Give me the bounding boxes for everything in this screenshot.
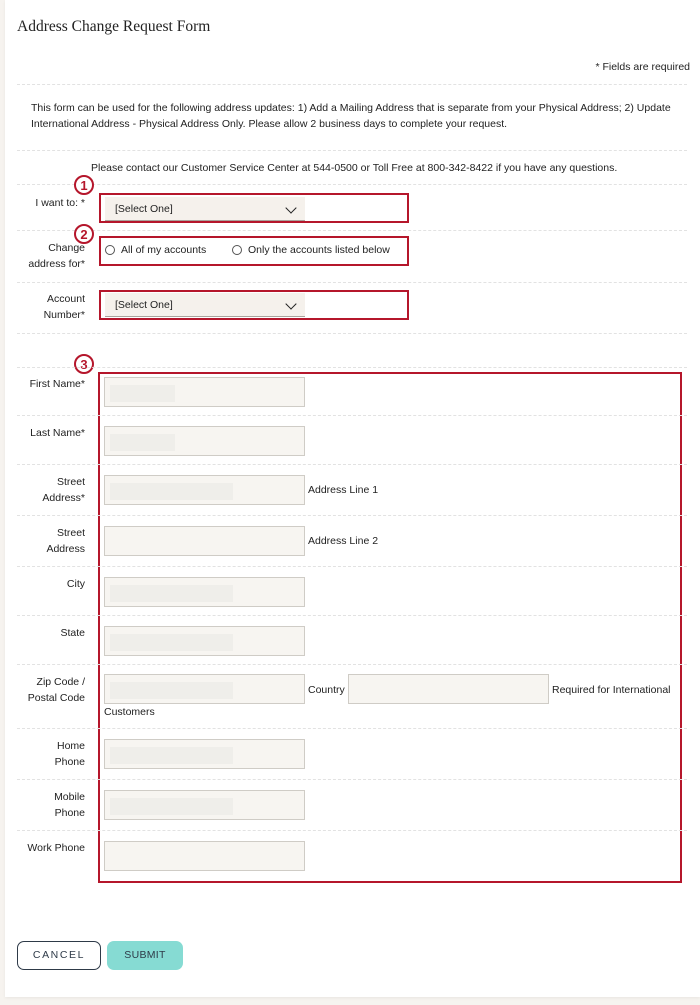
mobile-phone-label [10, 790, 85, 821]
work-phone-label: Work Phone [27, 842, 85, 854]
label-line: Phone [54, 755, 85, 768]
input-value-placeholder [110, 483, 233, 500]
country-input[interactable] [348, 674, 549, 704]
required-international-note-wrap: Customers [104, 706, 155, 718]
label-line: Mobile [54, 791, 85, 803]
intro-text: This form can be used for the following address updates: 1) Add a Mailing Address that is separate from your Physical Address; 2) Update International Address - Physical Address Only. Please allow 2 business days to complete your request. [31, 102, 671, 130]
city-label: City [66, 578, 85, 590]
state-label: State [60, 627, 85, 639]
address-line-1-note: Address Line 1 [308, 484, 379, 496]
chevron-down-icon [285, 202, 296, 213]
account-number-select[interactable] [105, 293, 305, 317]
work-phone-input[interactable] [104, 841, 305, 871]
radio-label: Only the accounts listed below [248, 244, 390, 256]
label-line: address for* [28, 257, 85, 270]
divider [17, 84, 687, 85]
submit-button[interactable]: SUBMIT [107, 941, 183, 970]
home-phone-label [10, 739, 85, 770]
label-line: Number* [43, 308, 85, 321]
input-value-placeholder [110, 385, 175, 402]
marker-1: 1 [74, 175, 94, 195]
divider [17, 367, 687, 368]
input-value-placeholder [110, 747, 233, 764]
radio-all-accounts[interactable] [105, 244, 206, 256]
city-input[interactable] [104, 577, 305, 607]
last-name-input[interactable] [104, 426, 305, 456]
first-name-label: First Name* [29, 378, 85, 390]
radio-listed-accounts[interactable] [232, 244, 390, 256]
street-address-1-input[interactable] [104, 475, 305, 505]
required-international-note: Required for International [552, 684, 671, 696]
divider [17, 184, 687, 185]
chevron-down-icon [285, 298, 296, 309]
marker-3: 3 [74, 354, 94, 374]
marker-2: 2 [74, 224, 94, 244]
street-address-1-label [10, 475, 85, 506]
zip-code-label [10, 675, 85, 706]
mobile-phone-input[interactable] [104, 790, 305, 820]
divider [17, 282, 687, 283]
account-number-value: [Select One] [115, 299, 173, 311]
i-want-to-value: [Select One] [115, 203, 173, 215]
divider [17, 779, 687, 780]
cancel-button[interactable]: CANCEL [17, 941, 101, 970]
label-line: Change [48, 242, 85, 254]
input-value-placeholder [110, 634, 233, 651]
label-line: Street [56, 527, 85, 539]
divider [17, 830, 687, 831]
state-input[interactable] [104, 626, 305, 656]
last-name-label: Last Name* [30, 427, 85, 439]
i-want-to-label: I want to: * [35, 197, 85, 209]
country-label: Country [308, 684, 345, 696]
radio-circle-icon [105, 245, 115, 255]
street-address-2-label [10, 526, 85, 557]
input-value-placeholder [110, 585, 233, 602]
divider [17, 566, 687, 567]
input-value-placeholder [110, 434, 175, 451]
divider [17, 230, 687, 231]
divider [17, 615, 687, 616]
label-line: Phone [54, 806, 85, 819]
contact-text: Please contact our Customer Service Center at 544-0500 or Toll Free at 800-342-8422 if you have any questions. [91, 162, 618, 174]
i-want-to-select[interactable] [105, 197, 305, 221]
label-line: Account [47, 293, 85, 305]
label-line: Home [56, 740, 85, 752]
divider [17, 464, 687, 465]
home-phone-input[interactable] [104, 739, 305, 769]
first-name-input[interactable] [104, 377, 305, 407]
divider [17, 150, 687, 151]
divider [17, 333, 687, 334]
page-title: Address Change Request Form [17, 18, 211, 35]
divider [17, 664, 687, 665]
street-address-2-input[interactable] [104, 526, 305, 556]
divider [17, 515, 687, 516]
zip-code-input[interactable] [104, 674, 305, 704]
label-line: Street [56, 476, 85, 488]
label-line: Address [46, 542, 85, 555]
radio-circle-icon [232, 245, 242, 255]
radio-label: All of my accounts [121, 244, 207, 256]
form-page [5, 0, 700, 997]
input-value-placeholder [110, 798, 233, 815]
divider [17, 728, 687, 729]
label-line: Zip Code / [36, 676, 85, 688]
account-number-label [10, 292, 85, 323]
required-note: * Fields are required [595, 61, 690, 73]
input-value-placeholder [110, 682, 233, 699]
change-address-for-label [10, 241, 85, 272]
label-line: Address* [42, 491, 85, 504]
label-line: Postal Code [27, 691, 85, 704]
address-line-2-note: Address Line 2 [308, 535, 379, 547]
divider [17, 415, 687, 416]
